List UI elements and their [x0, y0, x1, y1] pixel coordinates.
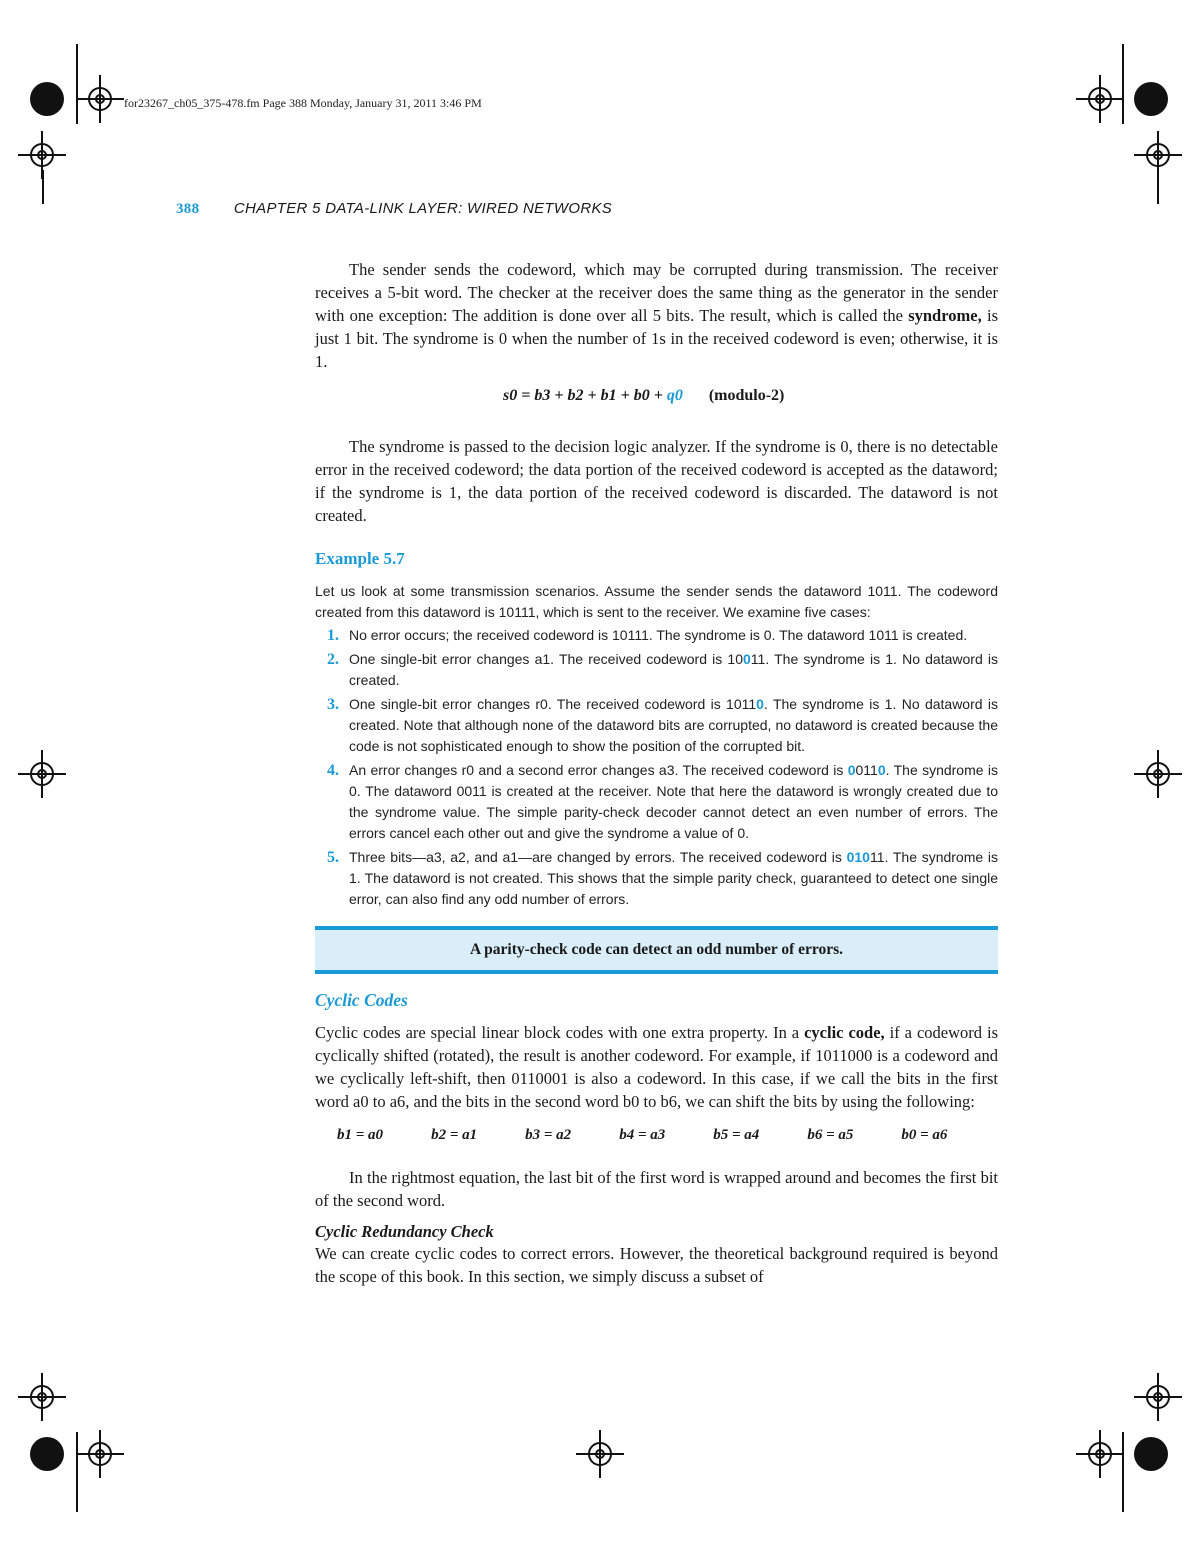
registration-mark-icon — [1088, 1442, 1112, 1466]
key-point-callout: A parity-check code can detect an odd number of errors. — [315, 926, 998, 974]
list-item: 1. No error occurs; the received codeword is 10111. The syndrome is 0. The dataword 1011 is created. — [327, 627, 968, 644]
subsection-title-crc: Cyclic Redundancy Check — [315, 1222, 494, 1241]
registration-mark-icon — [30, 762, 54, 786]
print-slug: for23267_ch05_375-478.fm Page 388 Monday, January 31, 2011 3:46 PM — [124, 96, 482, 110]
registration-mark-icon — [88, 1442, 112, 1466]
paragraph-wraparound: In the rightmost equation, the last bit of the first word is wrapped around and becomes the first bit of the second word. — [315, 1168, 998, 1210]
equation: b4 = a3 — [619, 1127, 666, 1143]
registration-mark-icon — [30, 143, 54, 167]
paragraph-crc: We can create cyclic codes to correct errors. However, the theoretical background required is beyond the scope of this book. In this section, we simply discuss a subset of — [315, 1244, 998, 1286]
crop-mark — [1122, 1432, 1124, 1512]
crop-mark — [1122, 44, 1124, 124]
paragraph-decision-logic: The syndrome is passed to the decision logic analyzer. If the syndrome is 0, there is no detectable error in the received codeword; the data portion of the received codeword is accepted as the dataword; if the syndrome is 1, the data portion of the received codeword is discarded. The dataword is not created. — [315, 437, 998, 525]
registration-mark-icon — [88, 87, 112, 111]
equation-shift-row — [337, 1127, 998, 1144]
equation: b1 = a0 — [337, 1127, 384, 1143]
crop-mark — [1157, 170, 1159, 204]
chapter-title: CHAPTER 5 DATA-LINK LAYER: WIRED NETWORKS — [233, 200, 613, 217]
registration-mark-icon — [588, 1442, 612, 1466]
term-syndrome: syndrome, — [908, 306, 982, 325]
crop-mark — [42, 170, 44, 204]
registration-mark-icon — [1146, 143, 1170, 167]
equation: b6 = a5 — [807, 1127, 854, 1143]
list-item: 3. One single-bit error changes r0. The received codeword is 10110. The syndrome is 1. No dataword is created. Note that although none of the dataword bits are corrupted, no dataword is created because the code is not sophisticated enough to show the position of the corrupted bit. — [327, 696, 999, 754]
equation: b2 = a1 — [431, 1127, 478, 1143]
example-cases — [315, 625, 998, 910]
example-title: Example 5.7 — [315, 549, 405, 568]
term-cyclic-code: cyclic code, — [804, 1023, 885, 1042]
section-title-cyclic-codes: Cyclic Codes — [315, 990, 408, 1010]
registration-mark-icon — [30, 1385, 54, 1409]
example-intro: Let us look at some transmission scenarios. Assume the sender sends the dataword 1011. The codeword created from this dataword is 10111, which is sent to the receiver. We examine five cases: — [315, 583, 998, 620]
list-item: 5. Three bits—a3, a2, and a1—are changed by errors. The received codeword is 01011. The syndrome is 1. The dataword is not created. This shows that the simple parity check, guaranteed to detect one single error, can also find any odd number of errors. — [327, 849, 998, 907]
list-item: 4. An error changes r0 and a second error changes a3. The received codeword is 00110. The syndrome is 0. The dataword 0011 is created at the receiver. Note that here the dataword is wrongly created due to the syndrome value. The simple parity-check decoder cannot detect an even number of errors. The errors cancel each other out and give the syndrome a value of 0. — [327, 762, 998, 841]
equation: b5 = a4 — [713, 1127, 760, 1143]
page-number: 388 — [176, 201, 200, 217]
equation-syndrome: s0 = b3 + b2 + b1 + b0 + q0 (modulo-2) — [503, 387, 785, 404]
paragraph-cyclic-codes: Cyclic codes are special linear block codes with one extra property. In a cyclic code, if a codeword is cyclically shifted (rotated), the result is another codeword. For example, if 1011000 is a codeword and we cyclically left-shift, then 0110001 is also a codeword. In this case, if we call the bits in the first word a0 to a6, and the bits in the second word b0 to b6, we can shift the bits by using the following: — [315, 1023, 999, 1111]
paragraph-syndrome: The sender sends the codeword, which may be corrupted during transmission. The receiver receives a 5-bit word. The checker at the receiver does the same thing as the generator in the sender with one exception: The addition is done over all 5 bits. The result, which is called the syndrome, is just 1 bit. The syndrome is 0 when the number of 1s in the received codeword is even; otherwise, it is 1. — [315, 260, 998, 371]
equation: b0 = a6 — [901, 1127, 948, 1143]
list-item: 2. One single-bit error changes a1. The received codeword is 10011. The syndrome is 1. No dataword is created. — [327, 651, 998, 688]
registration-mark-icon — [1088, 87, 1112, 111]
crop-mark — [76, 44, 78, 124]
running-head — [176, 200, 612, 218]
registration-dot-top-left — [30, 82, 64, 116]
registration-mark-icon — [1146, 762, 1170, 786]
registration-dot-bottom-left — [30, 1437, 64, 1471]
registration-mark-icon — [1146, 1385, 1170, 1409]
registration-dot-top-right — [1134, 82, 1168, 116]
equation: b3 = a2 — [525, 1127, 572, 1143]
page-body — [315, 258, 998, 1288]
registration-dot-bottom-right — [1134, 1437, 1168, 1471]
crop-mark — [76, 1432, 78, 1512]
